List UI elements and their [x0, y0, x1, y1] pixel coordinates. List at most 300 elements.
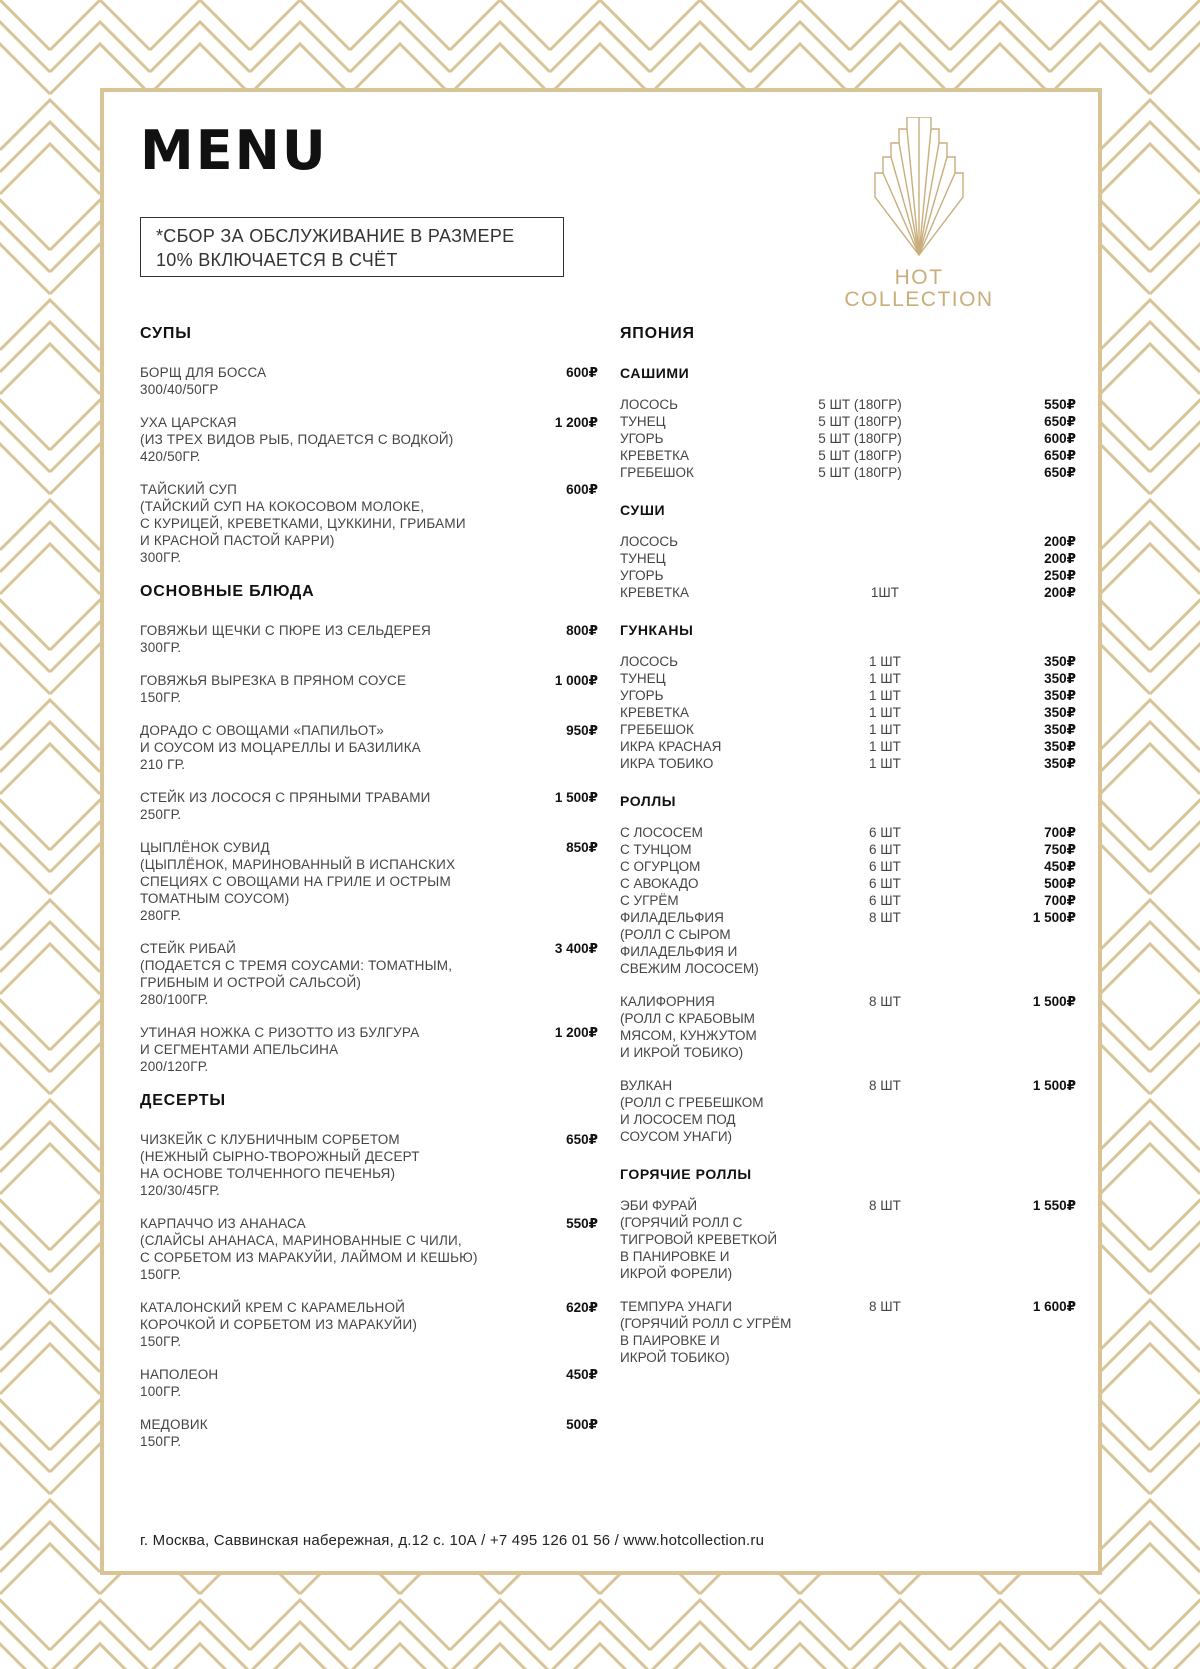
- menu-item-name: МЕДОВИК: [140, 1417, 208, 1432]
- pattern-chevron: [250, 22, 350, 72]
- japan-item-price: 450₽: [1044, 859, 1076, 874]
- japan-item-title: КРЕВЕТКА: [620, 448, 689, 463]
- pattern-chevron: [0, 1544, 100, 1594]
- japan-item-title: ЭБИ ФУРАЙ: [620, 1198, 698, 1213]
- japan-item: [620, 584, 1076, 601]
- pattern-chevron: [1150, 1600, 1200, 1650]
- menu-item-price: 950₽: [566, 723, 598, 738]
- pattern-chevron: [950, 44, 1050, 94]
- japan-item-title: С ТУНЦОМ: [620, 842, 692, 857]
- japan-item-title: ЛОСОСЬ: [620, 397, 678, 412]
- pattern-chevron: [1100, 722, 1200, 772]
- japan-group: [620, 1165, 1076, 1386]
- japan-item-name: [620, 858, 840, 875]
- footer-address: г. Москва, Саввинская набережная, д.12 с. 10А / +7 495 126 01 56 / www.hotcollection.ru: [140, 1532, 765, 1549]
- pattern-chevron: [1100, 944, 1200, 994]
- menu-item-price: 550₽: [566, 1216, 598, 1231]
- pattern-chevron: [1100, 1344, 1200, 1394]
- menu-item-price: 600₽: [566, 482, 598, 497]
- group-spacer: [620, 772, 1076, 792]
- japan-item-detail: ФИЛАДЕЛЬФИЯ И: [620, 944, 738, 959]
- pattern-chevron: [150, 44, 250, 94]
- menu-section: [140, 324, 598, 566]
- group-spacer: [620, 1366, 1076, 1386]
- section-title: ОСНОВНЫЕ БЛЮДА: [140, 583, 315, 600]
- pattern-chevron: [0, 344, 100, 394]
- pattern-chevron: [1100, 1544, 1200, 1594]
- logo-text-collection: COLLECTION: [844, 288, 994, 311]
- pattern-chevron: [1150, 422, 1200, 472]
- pattern-chevron: [1150, 844, 1200, 894]
- pattern-chevron: [1150, 244, 1200, 294]
- pattern-chevron: [0, 622, 50, 672]
- japan-item-detail: ИКРОЙ ТОБИКО): [620, 1350, 730, 1365]
- pattern-chevron: [0, 1200, 50, 1250]
- pattern-chevron: [1150, 822, 1200, 872]
- japan-item-title: ИКРА КРАСНАЯ: [620, 739, 722, 754]
- pattern-chevron: [950, 22, 1050, 72]
- pattern-chevron: [750, 22, 850, 72]
- pattern-chevron: [50, 22, 150, 72]
- pattern-chevron: [1150, 1244, 1200, 1294]
- japan-item-qty: 6 ШТ: [869, 876, 901, 891]
- menu-item-name: ТАЙСКИЙ СУП: [140, 482, 238, 497]
- japan-item-qty: 1 ШТ: [869, 739, 901, 754]
- pattern-chevron: [0, 522, 100, 572]
- japan-item-qty: 6 ШТ: [869, 842, 901, 857]
- pattern-chevron: [450, 22, 550, 72]
- japan-item-qty: 8 ШТ: [869, 1198, 901, 1213]
- pattern-chevron: [1100, 544, 1200, 594]
- menu-item: [140, 672, 598, 706]
- japan-item-name: [620, 533, 840, 550]
- group-title: РОЛЛЫ: [620, 793, 677, 809]
- japan-item: [620, 875, 1076, 892]
- group-title: ГУНКАНЫ: [620, 622, 694, 638]
- pattern-chevron: [550, 44, 650, 94]
- pattern-chevron: [1150, 44, 1200, 94]
- menu-item-detail: С КУРИЦЕЙ, КРЕВЕТКАМИ, ЦУККИНИ, ГРИБАМИ: [140, 516, 466, 531]
- menu-item: [140, 1416, 598, 1450]
- pattern-chevron: [0, 600, 50, 650]
- pattern-chevron: [0, 1422, 50, 1472]
- pattern-chevron: [0, 544, 100, 594]
- japan-item: [620, 653, 1076, 670]
- notice-line: *СБОР ЗА ОБСЛУЖИВАНИЕ В РАЗМЕРЕ: [156, 226, 515, 246]
- japan-item-qty: 5 ШТ (180ГР): [818, 465, 902, 480]
- pattern-chevron: [0, 844, 50, 894]
- pattern-chevron: [1050, 22, 1150, 72]
- menu-item-price: 650₽: [566, 1132, 598, 1147]
- japan-item-title: ГРЕБЕШОК: [620, 722, 694, 737]
- japan-item-title: ИКРА ТОБИКО: [620, 756, 714, 771]
- menu-item-price: 1 200₽: [554, 1025, 598, 1040]
- pattern-chevron: [0, 922, 100, 972]
- menu-item: [140, 622, 598, 656]
- japan-item-title: КРЕВЕТКА: [620, 585, 689, 600]
- japan-item-name: [620, 738, 840, 755]
- japan-item: [620, 721, 1076, 738]
- japan-item-name: [620, 670, 840, 687]
- menu-item-name: ГОВЯЖЬИ ЩЕЧКИ С ПЮРЕ ИЗ СЕЛЬДЕРЕЯ: [140, 623, 432, 638]
- menu-item-detail: ТОМАТНЫМ СОУСОМ): [140, 891, 290, 906]
- pattern-chevron: [1150, 1422, 1200, 1472]
- japan-item: [620, 858, 1076, 875]
- japan-item-price: 1 500₽: [1032, 994, 1076, 1009]
- menu-title: MENU: [140, 119, 328, 182]
- japan-item-detail: В ПАИРОВКЕ И: [620, 1333, 720, 1348]
- pattern-chevron: [0, 322, 100, 372]
- pattern-chevron: [0, 200, 50, 250]
- menu-item-detail: СПЕЦИЯХ С ОВОЩАМИ НА ГРИЛЕ И ОСТРЫМ: [140, 874, 451, 889]
- pattern-chevron: [0, 1022, 50, 1072]
- japan-item-title: УГОРЬ: [620, 568, 664, 583]
- japan-item-title: ТУНЕЦ: [620, 671, 666, 686]
- pattern-chevron: [0, 422, 50, 472]
- japan-item-detail: (ГОРЯЧИЙ РОЛЛ С: [620, 1215, 743, 1230]
- japan-item-name: [620, 550, 840, 567]
- japan-item-price: 350₽: [1044, 722, 1076, 737]
- pattern-chevron: [1150, 600, 1200, 650]
- left-column: [140, 324, 598, 1466]
- japan-item-detail: И ИКРОЙ ТОБИКО): [620, 1045, 744, 1060]
- pattern-chevron: [0, 244, 50, 294]
- notice-line: 10% ВКЛЮЧАЕТСЯ В СЧЁТ: [156, 250, 398, 270]
- menu-item-detail: 300ГР.: [140, 640, 182, 655]
- menu-item-detail: 300ГР.: [140, 550, 182, 565]
- japan-item-qty: 8 ШТ: [869, 1299, 901, 1314]
- pattern-chevron: [1100, 322, 1200, 372]
- menu-item-name: ЧИЗКЕЙК С КЛУБНИЧНЫМ СОРБЕТОМ: [140, 1132, 400, 1147]
- menu-item-name: УХА ЦАРСКАЯ: [140, 415, 237, 430]
- menu-card: [100, 88, 1102, 1575]
- japan-item-price: 700₽: [1044, 825, 1076, 840]
- japan-item-qty: 1 ШТ: [869, 671, 901, 686]
- menu-item-price: 800₽: [566, 623, 598, 638]
- pattern-chevron: [0, 644, 50, 694]
- pattern-chevron: [1150, 400, 1200, 450]
- service-charge-notice: [140, 217, 564, 277]
- pattern-chevron: [350, 44, 450, 94]
- pattern-chevron: [1100, 522, 1200, 572]
- japan-item-detail: (РОЛЛ С ГРЕБЕШКОМ: [620, 1095, 764, 1110]
- section-title: ДЕСЕРТЫ: [140, 1092, 226, 1109]
- pattern-chevron: [150, 22, 250, 72]
- japan-group: [620, 621, 1076, 792]
- menu-item-detail: 150ГР.: [140, 690, 182, 705]
- japan-item-name: [620, 875, 840, 892]
- japan-item-qty: 1ШТ: [870, 585, 900, 600]
- menu-item-detail: ГРИБНЫМ И ОСТРОЙ САЛЬСОЙ): [140, 975, 362, 990]
- menu-item-detail: И СОУСОМ ИЗ МОЦАРЕЛЛЫ И БАЗИЛИКА: [140, 740, 421, 755]
- pattern-chevron: [0, 1344, 100, 1394]
- pattern-chevron: [0, 222, 50, 272]
- pattern-chevron: [1100, 922, 1200, 972]
- pattern-chevron: [1150, 644, 1200, 694]
- pattern-chevron: [50, 44, 150, 94]
- pattern-chevron: [1100, 144, 1200, 194]
- japan-item: [620, 824, 1076, 841]
- menu-item: [140, 940, 598, 1008]
- menu-item: [140, 1215, 598, 1283]
- japan-item-price: 200₽: [1044, 551, 1076, 566]
- japan-item-name: [620, 653, 840, 670]
- menu-item-detail: 300/40/50ГР: [140, 382, 219, 397]
- pattern-chevron: [1100, 1122, 1200, 1172]
- menu-item-detail: (ТАЙСКИЙ СУП НА КОКОСОВОМ МОЛОКЕ,: [140, 499, 425, 514]
- group-spacer: [620, 1145, 1076, 1165]
- pattern-chevron: [0, 744, 100, 794]
- menu-item: [140, 1024, 598, 1075]
- pattern-chevron: [1100, 744, 1200, 794]
- japan-item-qty: 5 ШТ (180ГР): [818, 414, 902, 429]
- pattern-chevron: [0, 44, 50, 94]
- japan-item: [620, 909, 1076, 977]
- pattern-chevron: [1150, 1000, 1200, 1050]
- japan-item-qty: 6 ШТ: [869, 859, 901, 874]
- japan-item-title: С ОГУРЦОМ: [620, 859, 701, 874]
- menu-item-detail: И СЕГМЕНТАМИ АПЕЛЬСИНА: [140, 1042, 339, 1057]
- japan-item-price: 250₽: [1044, 568, 1076, 583]
- japan-item-detail: (РОЛЛ С СЫРОМ: [620, 927, 731, 942]
- menu-item: [140, 1366, 598, 1400]
- japan-item: [620, 670, 1076, 687]
- pattern-chevron: [850, 44, 950, 94]
- pattern-chevron: [1100, 1144, 1200, 1194]
- pattern-chevron: [550, 22, 650, 72]
- japan-item: [620, 396, 1076, 413]
- fan-logo-icon: [869, 117, 969, 257]
- menu-item-detail: 150ГР.: [140, 1334, 182, 1349]
- japan-item-title: УГОРЬ: [620, 431, 664, 446]
- menu-item-price: 600₽: [566, 365, 598, 380]
- japan-item-name: [620, 1298, 840, 1366]
- japan-item-title: ГРЕБЕШОК: [620, 465, 694, 480]
- japan-group: [620, 364, 1076, 501]
- pattern-chevron: [1150, 1400, 1200, 1450]
- japan-item-price: 600₽: [1044, 431, 1076, 446]
- japan-item-detail: (ГОРЯЧИЙ РОЛЛ С УГРЁМ: [620, 1316, 792, 1331]
- japan-item-price: 350₽: [1044, 705, 1076, 720]
- section-title-japan: ЯПОНИЯ: [620, 325, 695, 342]
- pattern-chevron: [0, 1222, 50, 1272]
- pattern-chevron: [250, 44, 350, 94]
- pattern-chevron: [1150, 622, 1200, 672]
- pattern-chevron: [750, 44, 850, 94]
- menu-item-detail: 420/50ГР.: [140, 449, 201, 464]
- japan-item-qty: 1 ШТ: [869, 756, 901, 771]
- menu-item-detail: (ИЗ ТРЕХ ВИДОВ РЫБ, ПОДАЕТСЯ С ВОДКОЙ): [140, 432, 454, 447]
- japan-item: [620, 447, 1076, 464]
- menu-item-detail: (ПОДАЕТСЯ С ТРЕМЯ СОУСАМИ: ТОМАТНЫМ,: [140, 958, 453, 973]
- menu-item-price: 500₽: [566, 1417, 598, 1432]
- pattern-chevron: [0, 1244, 50, 1294]
- pattern-chevron: [1150, 1022, 1200, 1072]
- pattern-chevron: [0, 1044, 50, 1094]
- pattern-chevron: [1150, 1200, 1200, 1250]
- pattern-chevron: [1100, 1322, 1200, 1372]
- pattern-chevron: [0, 400, 50, 450]
- pattern-chevron: [350, 22, 450, 72]
- japan-item-detail: И ЛОСОСЕМ ПОД: [620, 1112, 736, 1127]
- japan-item-price: 500₽: [1044, 876, 1076, 891]
- menu-item-detail: 100ГР.: [140, 1384, 182, 1399]
- japan-item-qty: 5 ШТ (180ГР): [818, 448, 902, 463]
- menu-item-name: БОРЩ ДЛЯ БОССА: [140, 365, 267, 380]
- menu-item-detail: (НЕЖНЫЙ СЫРНО-ТВОРОЖНЫЙ ДЕСЕРТ: [140, 1149, 420, 1164]
- pattern-chevron: [0, 722, 100, 772]
- pattern-chevron: [1150, 0, 1200, 50]
- japan-item-price: 350₽: [1044, 671, 1076, 686]
- menu-item-detail: 150ГР.: [140, 1267, 182, 1282]
- menu-item-price: 3 400₽: [554, 941, 598, 956]
- japan-item-title: УГОРЬ: [620, 688, 664, 703]
- japan-item: [620, 1197, 1076, 1282]
- menu-item-detail: КОРОЧКОЙ И СОРБЕТОМ ИЗ МАРАКУЙИ): [140, 1317, 418, 1332]
- menu-item-detail: 280/100ГР.: [140, 992, 209, 1007]
- pattern-chevron: [0, 1400, 50, 1450]
- japan-item-price: 650₽: [1044, 465, 1076, 480]
- group-spacer: [620, 481, 1076, 501]
- japan-item-detail: В ПАНИРОВКЕ И: [620, 1249, 730, 1264]
- pattern-chevron: [1150, 200, 1200, 250]
- japan-item-name: [620, 909, 840, 977]
- hot-collection-logo: [839, 117, 999, 311]
- group-spacer: [620, 601, 1076, 621]
- japan-item: [620, 755, 1076, 772]
- japan-item-title: С АВОКАДО: [620, 876, 699, 891]
- pattern-chevron: [650, 44, 750, 94]
- japan-item-qty: 1 ШТ: [869, 705, 901, 720]
- menu-item-detail: 210 ГР.: [140, 757, 186, 772]
- japan-item-qty: 6 ШТ: [869, 825, 901, 840]
- menu-item-detail: 280ГР.: [140, 908, 182, 923]
- menu-item: [140, 364, 598, 398]
- menu-item-detail: 250ГР.: [140, 807, 182, 822]
- japan-item: [620, 687, 1076, 704]
- menu-item-price: 1 200₽: [554, 415, 598, 430]
- japan-item: [620, 533, 1076, 550]
- pattern-chevron: [0, 800, 50, 850]
- japan-item-price: 550₽: [1044, 397, 1076, 412]
- menu-item-name: НАПОЛЕОН: [140, 1367, 219, 1382]
- pattern-chevron: [1150, 1622, 1200, 1669]
- japan-item-name: [620, 721, 840, 738]
- japan-item-price: 200₽: [1044, 534, 1076, 549]
- menu-item-detail: 200/120ГР.: [140, 1059, 209, 1074]
- menu-item: [140, 481, 598, 566]
- japan-item-title: КАЛИФОРНИЯ: [620, 994, 715, 1009]
- japan-group: [620, 501, 1076, 621]
- japan-item: [620, 738, 1076, 755]
- japan-item-detail: СВЕЖИМ ЛОСОСЕМ): [620, 961, 759, 976]
- japan-item-qty: 1 ШТ: [869, 722, 901, 737]
- menu-item-name: КАТАЛОНСКИЙ КРЕМ С КАРАМЕЛЬНОЙ: [140, 1300, 406, 1315]
- pattern-chevron: [1150, 444, 1200, 494]
- japan-item-title: ВУЛКАН: [620, 1078, 673, 1093]
- menu-section: [140, 1091, 598, 1450]
- pattern-chevron: [1150, 1222, 1200, 1272]
- menu-item-detail: 120/30/45ГР.: [140, 1183, 220, 1198]
- pattern-chevron: [0, 944, 100, 994]
- japan-item-title: ТУНЕЦ: [620, 414, 666, 429]
- pattern-chevron: [0, 144, 100, 194]
- pattern-chevron: [1150, 222, 1200, 272]
- pattern-chevron: [650, 22, 750, 72]
- japan-item-price: 1 600₽: [1032, 1299, 1076, 1314]
- japan-item-price: 750₽: [1044, 842, 1076, 857]
- menu-item-name: ГОВЯЖЬЯ ВЫРЕЗКА В ПРЯНОМ СОУСЕ: [140, 673, 407, 688]
- japan-item-name: [620, 704, 840, 721]
- logo-text-hot: HOT: [894, 266, 944, 289]
- japan-item-title: ТУНЕЦ: [620, 551, 666, 566]
- japan-item: [620, 567, 1076, 584]
- pattern-chevron: [0, 1144, 100, 1194]
- menu-item-detail: (СЛАЙСЫ АНАНАСА, МАРИНОВАННЫЕ С ЧИЛИ,: [140, 1233, 462, 1248]
- japan-item-name: [620, 1077, 840, 1145]
- menu-item-price: 1 000₽: [554, 673, 598, 688]
- japan-item-title: ФИЛАДЕЛЬФИЯ: [620, 910, 724, 925]
- group-title: СУШИ: [620, 502, 666, 518]
- menu-section: [140, 582, 598, 1075]
- menu-item-name: СТЕЙК РИБАЙ: [140, 941, 237, 956]
- pattern-chevron: [1150, 800, 1200, 850]
- japan-item-title: ТЕМПУРА УНАГИ: [620, 1299, 732, 1314]
- japan-item-name: [620, 1197, 840, 1282]
- japan-item: [620, 841, 1076, 858]
- menu-item-price: 620₽: [566, 1300, 598, 1315]
- japan-item-price: 350₽: [1044, 654, 1076, 669]
- japan-item-name: [620, 841, 840, 858]
- pattern-chevron: [0, 1600, 50, 1650]
- japan-groups: [620, 364, 1076, 1386]
- menu-item-detail: НА ОСНОВЕ ТОЛЧЕННОГО ПЕЧЕНЬЯ): [140, 1166, 396, 1181]
- menu-item: [140, 1131, 598, 1199]
- japan-item-detail: МЯСОМ, КУНЖУТОМ: [620, 1028, 757, 1043]
- menu-item-name: ЦЫПЛЁНОК СУВИД: [140, 840, 270, 855]
- japan-item-name: [620, 755, 840, 772]
- japan-item-qty: 8 ШТ: [869, 910, 901, 925]
- pattern-chevron: [1150, 22, 1200, 72]
- pattern-chevron: [450, 44, 550, 94]
- pattern-chevron: [1100, 344, 1200, 394]
- japan-item: [620, 993, 1076, 1061]
- right-column: [620, 324, 1076, 1386]
- group-title: ГОРЯЧИЕ РОЛЛЫ: [620, 1166, 752, 1182]
- japan-item-price: 350₽: [1044, 739, 1076, 754]
- japan-item-qty: 5 ШТ (180ГР): [818, 397, 902, 412]
- japan-item-qty: 6 ШТ: [869, 893, 901, 908]
- pattern-chevron: [1150, 1444, 1200, 1494]
- japan-item-name: [620, 892, 840, 909]
- pattern-chevron: [850, 22, 950, 72]
- japan-item-price: 650₽: [1044, 414, 1076, 429]
- japan-item-title: С УГРЁМ: [620, 893, 679, 908]
- japan-item: [620, 430, 1076, 447]
- japan-item-title: ЛОСОСЬ: [620, 654, 678, 669]
- menu-item-price: 1 500₽: [554, 790, 598, 805]
- pattern-chevron: [0, 822, 50, 872]
- pattern-chevron: [0, 0, 50, 50]
- pattern-chevron: [0, 1122, 100, 1172]
- group-title: САШИМИ: [620, 365, 690, 381]
- japan-item-title: С ЛОСОСЕМ: [620, 825, 703, 840]
- menu-item-name: СТЕЙК ИЗ ЛОСОСЯ С ПРЯНЫМИ ТРАВАМИ: [140, 790, 431, 805]
- japan-item-qty: 8 ШТ: [869, 994, 901, 1009]
- pattern-chevron: [0, 1444, 50, 1494]
- japan-item-detail: ТИГРОВОЙ КРЕВЕТКОЙ: [620, 1232, 778, 1247]
- menu-item-name: ДОРАДО С ОВОЩАМИ «ПАПИЛЬОТ»: [140, 723, 384, 738]
